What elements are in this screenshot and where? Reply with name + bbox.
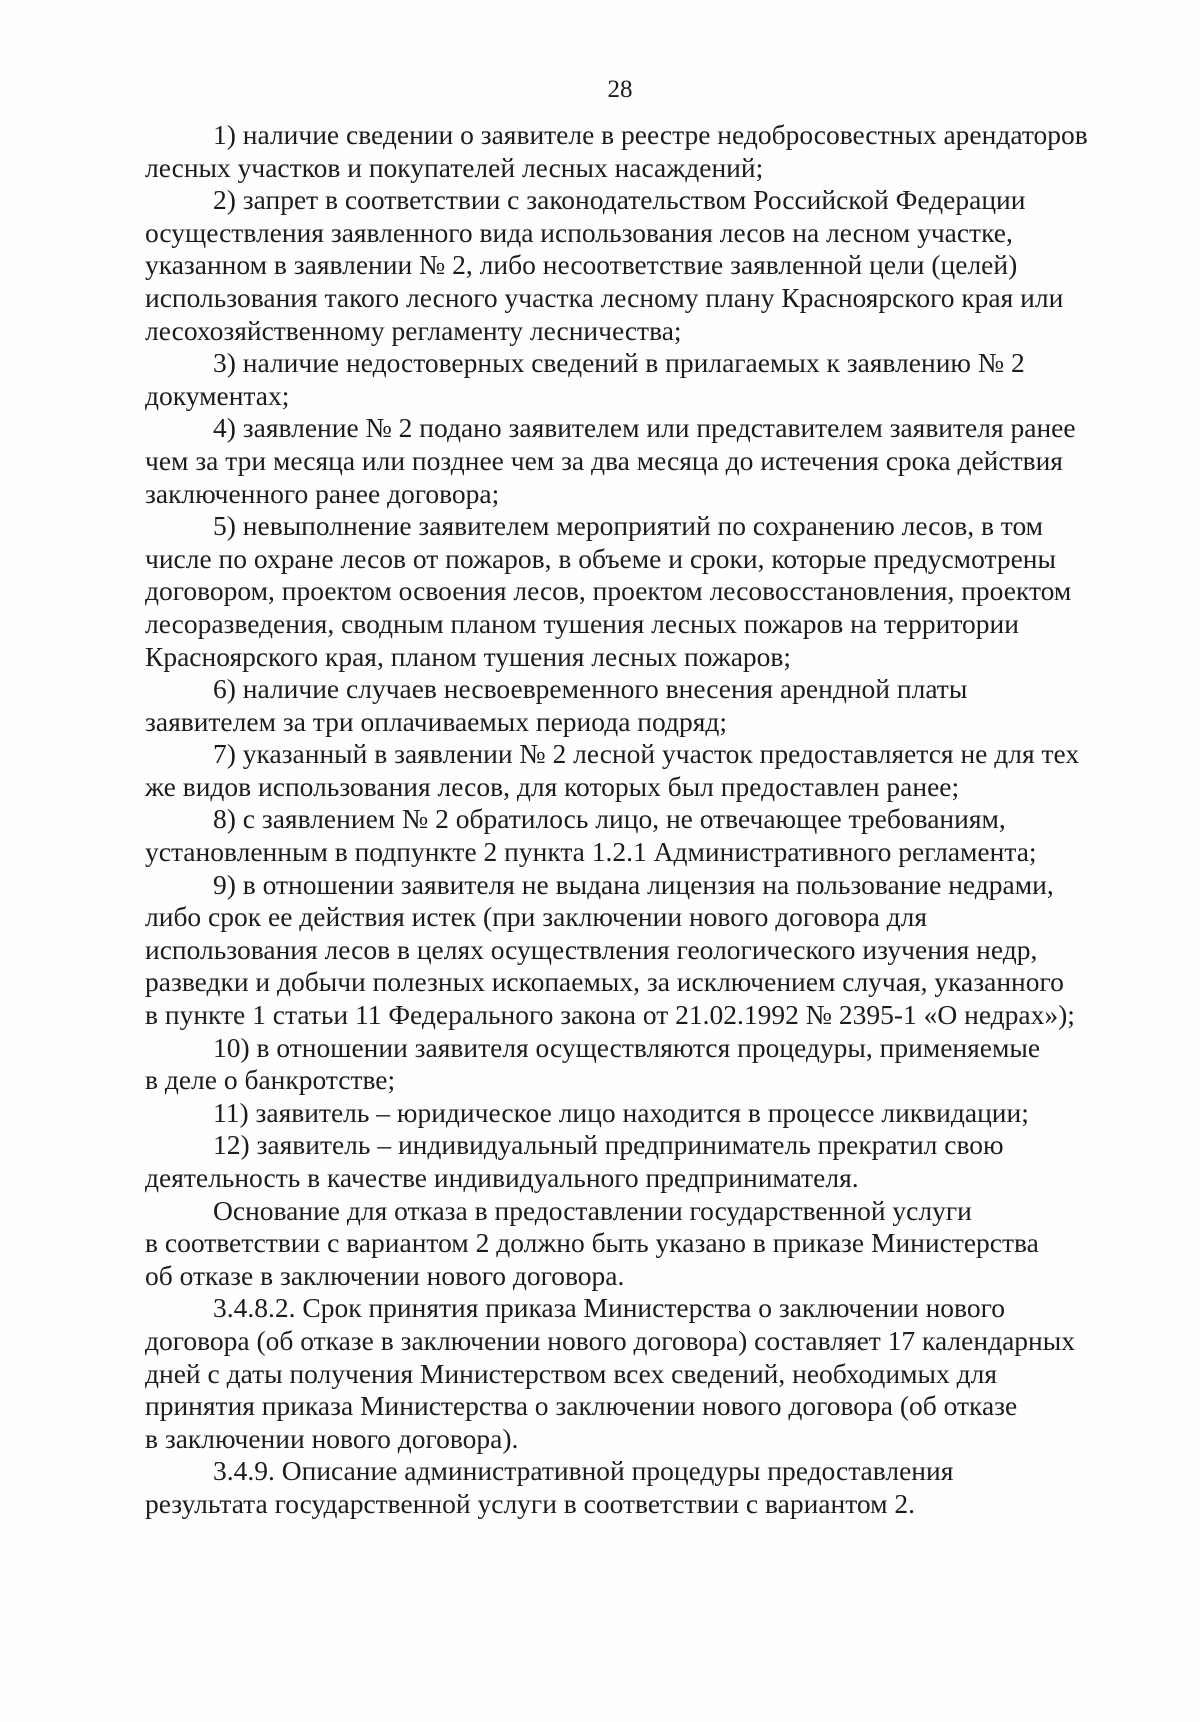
paragraph-item-6: 6) наличие случаев несвоевременного внесения арендной платы заявителем за три оплачиваемых периода подряд;: [145, 673, 968, 737]
paragraph-item-12: 12) заявитель – индивидуальный предприниматель прекратил свою деятельность в качестве индивидуального предпринимателя.: [145, 1129, 1004, 1193]
paragraph-refusal-basis: Основание для отказа в предоставлении государственной услуги в соответствии с вариантом 2 должно быть указано в приказе Министерства об отказе в заключении нового договора.: [145, 1194, 1039, 1291]
page-number: 28: [607, 76, 633, 103]
paragraph-item-9: 9) в отношении заявителя не выдана лицензия на пользование недрами, либо срок ее действия истек (при заключении нового договора для использования лесов в целях осуществления геологического изучения недр, разведки и добычи полезных ископаемых, за исключением случая, указанного в пункте 1 статьи 11 Федерального закона от 21.02.1992 № 2395-1 «О недрах»);: [145, 868, 1075, 1031]
paragraph-item-2: 2) запрет в соответствии с законодательством Российской Федерации осуществления заявленного вида использования лесов на лесном участке, указанном в заявлении № 2, либо несоответствие заявленной цели (целей) использования такого лесного участка лесному плану Красноярского края или лесохозяйственному регламенту лесничества;: [145, 184, 1064, 346]
paragraph-item-10: 10) в отношении заявителя осуществляются процедуры, применяемые в деле о банкротстве;: [145, 1031, 1041, 1096]
paragraph-3-4-8-2: 3.4.8.2. Срок принятия приказа Министерства о заключении нового договора (об отказе в заключении нового договора) составляет 17 календарных дней с даты получения Министерством всех сведений, необходимых для принятия приказа Министерства о заключении нового договора (об отказе в заключении нового договора).: [145, 1292, 1075, 1454]
paragraph-3-4-9: 3.4.9. Описание административной процедуры предоставления результата государственной услуги в соответствии с вариантом 2.: [145, 1455, 954, 1519]
paragraph-item-7: 7) указанный в заявлении № 2 лесной участок предоставляется не для тех же видов использования лесов, для которых был предоставлен ранее;: [145, 738, 1080, 802]
paragraph-item-5: 5) невыполнение заявителем мероприятий по сохранению лесов, в том числе по охране лесов от пожаров, в объеме и сроки, которые предусмотрены договором, проектом освоения лесов, проектом лесовосстановления, проектом лесоразведения, сводным планом тушения лесных пожаров на территории Красноярского края, планом тушения лесных пожаров;: [145, 510, 1072, 672]
paragraph-item-8: 8) с заявлением № 2 обратилось лицо, не отвечающее требованиям, установленным в подпункте 2 пункта 1.2.1 Административного регламента;: [145, 803, 1037, 868]
paragraph-item-1: 1) наличие сведении о заявителе в реестре недобросовестных арендаторов лесных участков и покупателей лесных насаждений;: [145, 119, 1088, 183]
paragraph-item-3: 3) наличие недостоверных сведений в прилагаемых к заявлению № 2 документах;: [145, 347, 1025, 411]
paragraph-item-4: 4) заявление № 2 подано заявителем или представителем заявителя ранее чем за три месяца или позднее чем за два месяца до истечения срока действия заключенного ранее договора;: [145, 412, 1076, 509]
paragraph-item-11: 11) заявитель – юридическое лицо находится в процессе ликвидации;: [213, 1096, 1029, 1128]
document-body: [145, 119, 1111, 1521]
